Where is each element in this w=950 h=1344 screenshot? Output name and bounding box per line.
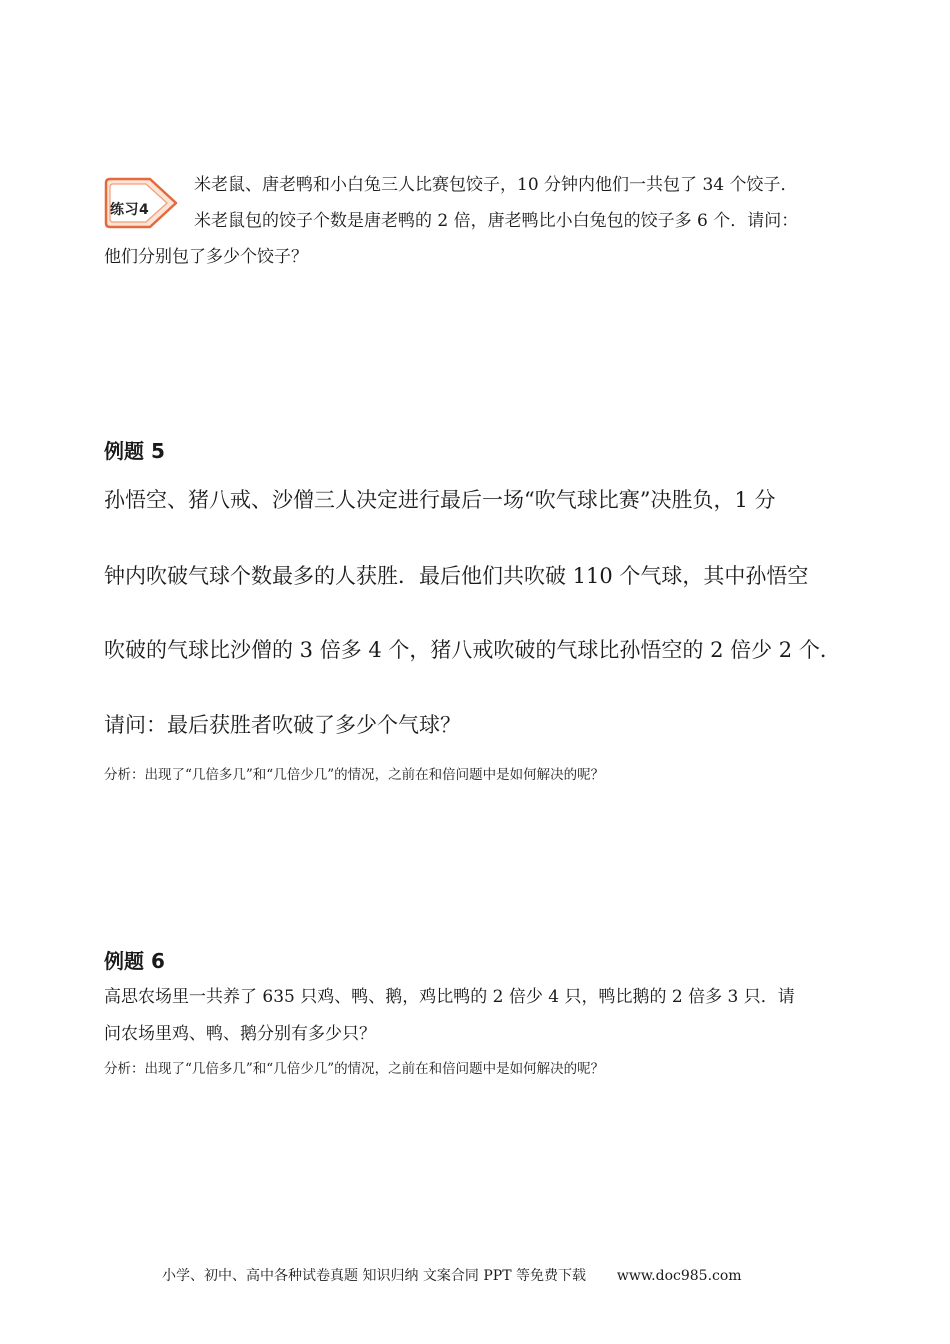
practice4-line-2: 米老鼠包的饺子个数是唐老鸭的 2 倍，唐老鸭比小白兔包的饺子多 6 个．请问： [194,211,799,231]
example6-line-2: 问农场里鸡、鸭、鹅分别有多少只？ [104,1024,376,1044]
example5-line-1: 孙悟空、猪八戒、沙僧三人决定进行最后一场“吹气球比赛”决胜负，1 分 [104,488,776,512]
footer-text [162,1266,742,1286]
example6-line-1: 高思农场里一共养了 635 只鸡、鸭、鹅，鸡比鸭的 2 倍少 4 只，鸭比鹅的 2 倍多 3 只．请 [104,987,795,1007]
example5-line-4: 请问：最后获胜者吹破了多少个气球？ [104,713,461,737]
example5-line-2: 钟内吹破气球个数最多的人获胜．最后他们共吹破 110 个气球，其中孙悟空 [104,564,809,588]
practice-badge [100,173,182,233]
example5-heading: 例题 5 [104,439,165,463]
example5-analysis: 分析：出现了“几倍多几”和“几倍少几”的情况，之前在和倍问题中是如何解决的呢？ [104,767,605,783]
practice4-line-3: 他们分别包了多少个饺子？ [104,247,308,267]
footer-description: 小学、初中、高中各种试卷真题 知识归纳 文案合同 PPT 等免费下载 [162,1268,586,1284]
footer-link[interactable]: www.doc985.com [616,1268,742,1284]
example6-heading: 例题 6 [104,949,165,973]
example5-line-3: 吹破的气球比沙僧的 3 倍多 4 个，猪八戒吹破的气球比孙悟空的 2 倍少 2 个． [104,638,841,662]
badge-label: 练习4 [110,202,150,218]
practice4-line-1: 米老鼠、唐老鸭和小白兔三人比赛包饺子，10 分钟内他们一共包了 34 个饺子． [194,175,798,195]
example6-analysis: 分析：出现了“几倍多几”和“几倍少几”的情况，之前在和倍问题中是如何解决的呢？ [104,1061,605,1077]
